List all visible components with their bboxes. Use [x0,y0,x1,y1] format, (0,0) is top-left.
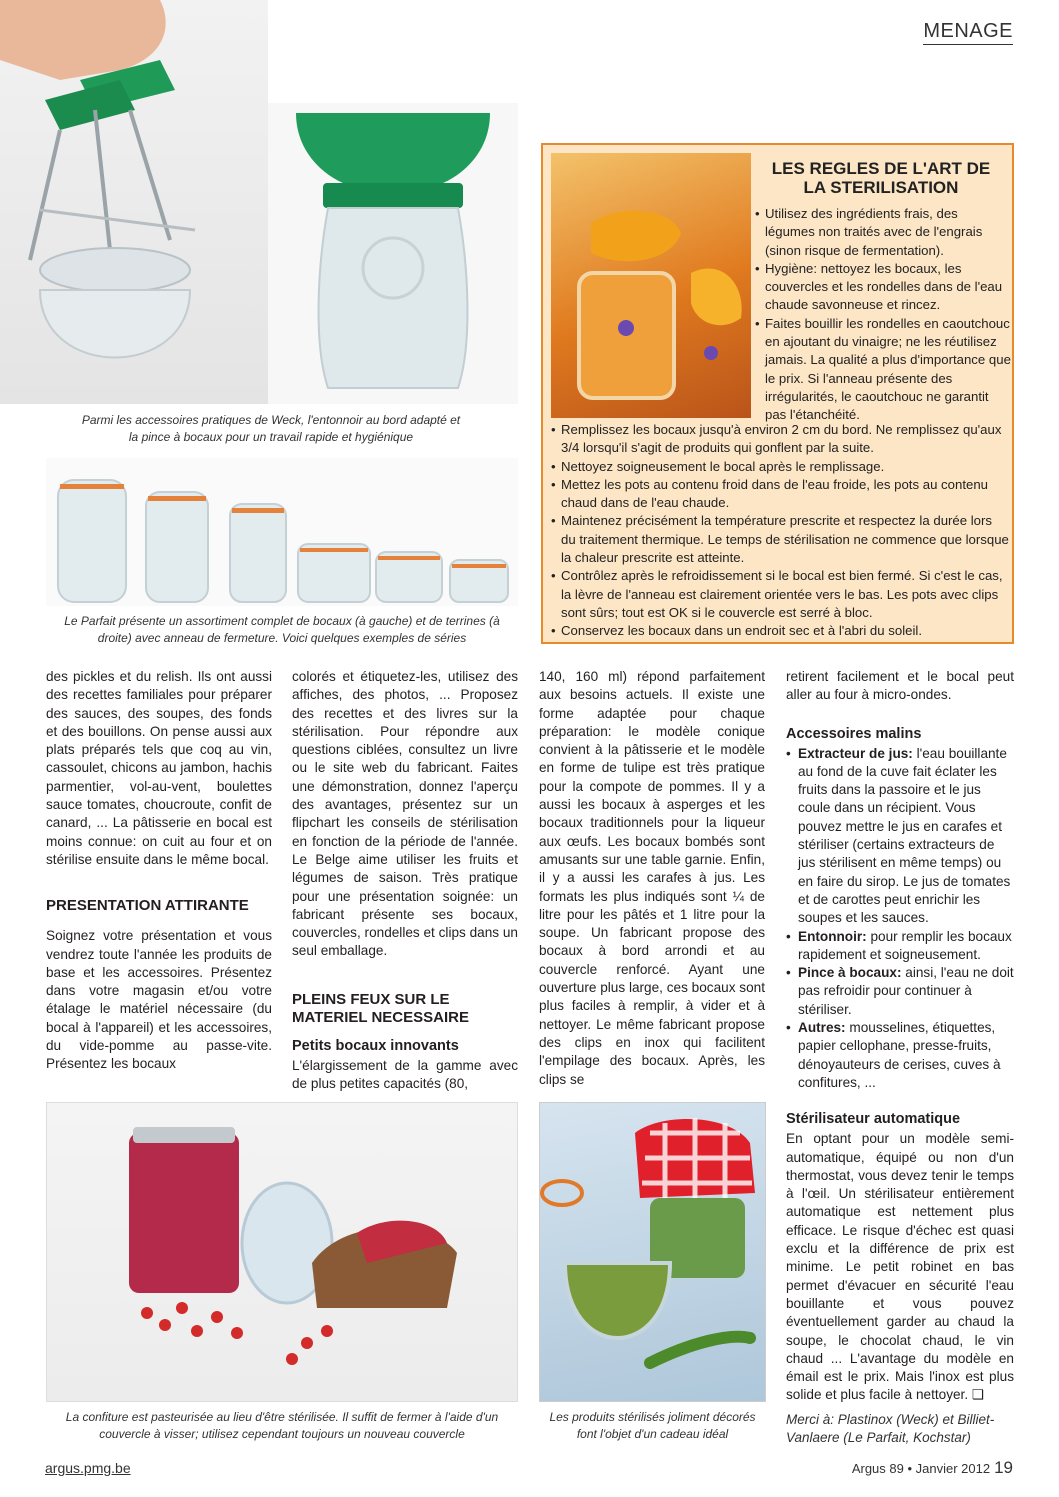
body-paragraph: colorés et étiquetez-les, utilisez des affiches, des photos, ... Proposez des recettes et des livres sur la stérilisation. Pour répondre aux questions ciblées, consultez un livre ou le site web du fabricant. Faites une démonstration, donnez l'aperçu des avantages, présentez sur un flipchart les conseils de stérilisation en fonction de la période de l'année. Le Belge aime utiliser les fruits et légumes de saison. Très pratique pour une présentation soignée: un fabricant présente ses bocaux, couvercles, rondelles et clips dans un seul emballage. [292,669,518,959]
sidebar-list-item: • Remplissez les bocaux jusqu'à environ 2 cm du bord. Ne remplissez qu'aux 3/4 lorsqu'il s'agit de produits qui gonflent par la suite. [551,421,1009,458]
caption-parfait: Le Parfait présente un assortiment complet de bocaux (à gauche) et de terrines (à droite) avec anneau de fermeture. Voici quelques exemples de séries [64,614,500,645]
sidebar-list-top [755,205,1011,425]
sidebar-list-bottom [551,421,1009,641]
caption-confiture: La confiture est pasteurisée au lieu d'être stérilisée. Il suffit de fermer à l'aide d'un couvercle à visser; utilisez cependant toujours un nouveau couvercle [65,1410,499,1441]
accessory-text: mousselines, étiquettes, papier cellophane, presse-fruits, dénoyauteurs de cerises, cuves à confitures, ... [798,1020,1001,1090]
accessory-item [786,1019,1014,1092]
accessory-text: pour remplir les bocaux rapidement et soigneusement. [798,928,1012,962]
article-column-4 [786,668,1014,1405]
body-paragraph: L'élargissement de la gamme avec de plus petites capacités (80, [292,1057,518,1092]
page-footer [852,1458,1013,1478]
sidebar-list-item: • Hygiène: nettoyez les bocaux, les couvercles et les rondelles dans de l'eau chaude savonneuse et rincez. [755,260,1011,315]
body-paragraph: retirent facilement et le bocal peut aller au four à micro-ondes. [786,669,1014,703]
jam-toast-illustration [47,1103,518,1402]
sidebar-list-item: • Maintenez précisément la température prescrite et respectez la durée lors du traitement thermique. Le temps de stérilisation ne commence que lorsque la chaleur prescrite est atteinte. [551,512,1009,567]
pepper-soup-photo [551,153,751,418]
body-paragraph: Soignez votre présentation et vous vendrez toute l'année les produits de base et les accessoires. Présentez dans votre magasin et/ou votre étalage le matériel nécessaire (du bocal à l'appareil) et les accessoires, du vide-pomme au passe-vite. Présentez les bocaux [46,928,272,1072]
sidebar-list-item: • Faites bouillir les rondelles en caoutchouc en ajoutant du vinaigre; ne les réutilisez jamais. La qualité a plus d'importance que le prix. Si l'anneau présente des irrégularités, le caoutchouc ne garantit pas l'étanchéité. [755,315,1011,425]
article-column-3 [539,668,765,1089]
website-link[interactable]: argus.pmg.be [45,1460,131,1476]
sidebar-list-item: • Nettoyez soigneusement le bocal après le remplissage. [551,458,1009,476]
sub-heading: Petits bocaux innovants [292,1037,459,1054]
jar-assortment-illustration [46,458,518,606]
accessory-item [786,928,1014,965]
sidebar-list-item: • Conservez les bocaux dans un endroit sec et à l'abri du soleil. [551,622,1009,640]
credits: Merci à: Plastinox (Weck) et Billiet-Vanlaere (Le Parfait, Kochstar) [786,1412,995,1445]
pepper-soup-illustration [551,153,751,418]
page-number: 19 [994,1458,1013,1477]
sidebar-list-item: • Utilisez des ingrédients frais, des légumes non traités avec de l'engrais (sinon risque de fermentation). [755,205,1011,260]
body-paragraph: 140, 160 ml) répond parfaitement aux besoins actuels. Il existe une forme adaptée pour chaque préparation: le modèle conique convient à la pâtisserie et le modèle en forme de tulipe est très pratique pour la compote de pommes. Il y a aussi les bocaux à asperges et les bocaux traditionnels pour la liqueur aux œufs. Les bocaux bombés sont amusants sur une table garnie. Enfin, il y a aussi les carafes à jus. Les formats les plus indiqués sont ¼ de litre pour les pâtés et 1 litre pour la soupe. Un fabricant propose des bocaux à bord arrondi et au couvercle renforcé. Ayant une ouverture plus large, ces bocaux sont plus faciles à remplir, à vider et à nettoyer. Le même fabricant propose des clips en inox qui facilitent l'empilage des bocaux. Après, les clips se [539,669,765,1087]
sidebar-list-item: • Contrôlez après le refroidissement si le bocal est bien fermé. Si c'est le cas, la lèvre de l'anneau est clairement orientée vers le bas. Les pots avec clips sont sûrs; tout est OK si le couvercle est serré à bloc. [551,567,1009,622]
sterilisation-rules-box [541,143,1014,644]
accessories-list [786,745,1014,1093]
jam-toast-photo [46,1102,518,1402]
jar-tongs-photo [0,0,268,404]
weck-funnel-illustration [268,103,518,404]
accessory-text: ainsi, l'eau ne doit pas refroidir pour continuer à stériliser. [798,965,1014,1017]
issue-label: Argus 89 • Janvier 2012 [851,1461,991,1476]
soup-jars-photo [539,1102,766,1402]
sub-heading: Stérilisateur automatique [786,1111,961,1128]
accessory-item [786,745,1014,928]
accessory-text: l'eau bouillante au fond de la cuve fait éclater les fruits dans la passoire et le jus coule dans un récipient. Vous pouvez mettre le jus en carafes et stériliser (certains extracteurs de jus stérilisent en même temps) ou en faire du sirop. Le jus de tomates et de carottes peut enrichir les soupes et les sauces. [798,745,1011,926]
soup-jars-illustration [540,1103,766,1402]
section-heading: PRESENTATION ATTIRANTE [46,897,249,915]
accessory-term: Pince à bocaux: [798,965,902,981]
sub-heading: Accessoires malins [786,725,922,742]
sidebar-list-item: • Mettez les pots au contenu froid dans de l'eau froide, les pots au contenu chaud dans de l'eau chaude. [551,476,1009,513]
weck-funnel-photo [268,103,518,404]
sidebar-title: LES REGLES DE L'ART DE LA STERILISATION [771,159,991,197]
section-tag: MENAGE [923,20,1013,45]
accessory-term: Extracteur de jus: [798,745,913,761]
article-column-2 [292,668,518,1093]
accessory-term: Entonnoir: [798,928,867,944]
body-paragraph: En optant pour un modèle semi-automatique, équipé ou non d'un thermostat, vous devez tenir le temps à l'œil. Un stérilisateur entièrement automatique est nettement plus efficace. Le risque d'échec est quasi exclu et la différence de prix est minime. Le petit robinet en bas permet d'évacuer en sécurité l'eau bouillante et vous pouvez éventuellement garder au chaud la soupe, le chocolat chaud, le vin chaud ... L'avantage du modèle en émail est le prix. Mais l'inox est plus solide et plus facile à nettoyer. ❑ [786,1131,1014,1403]
section-heading: PLEINS FEUX SUR LE MATERIEL NECESSAIRE [292,990,469,1026]
jar-tongs-illustration [0,0,268,404]
caption-gift: Les produits stérilisés joliment décorés font l'objet d'un cadeau idéal [549,1410,756,1441]
caption-weck: Parmi les accessoires pratiques de Weck, l'entonnoir au bord adapté et la pince à bocaux pour un travail rapide et hygiénique [81,413,461,444]
accessory-term: Autres: [798,1020,846,1036]
jar-assortment-photo [46,458,518,606]
accessory-item [786,964,1014,1019]
body-paragraph: des pickles et du relish. Ils ont aussi des recettes familiales pour préparer des sauces, des soupes, des fonds et des bouillons. On pense aussi aux plats préparés tels que coq au vin, cassoulet, chicons au jambon, hachis parmentier, vol-au-vent, boulettes sauce tomates, choucroute, confit de canard, ... La pâtisserie en bocal est moins connue: on cuit au four et on stérilise ensuite dans le même bocal. [46,669,272,867]
article-column-1 [46,668,272,1074]
